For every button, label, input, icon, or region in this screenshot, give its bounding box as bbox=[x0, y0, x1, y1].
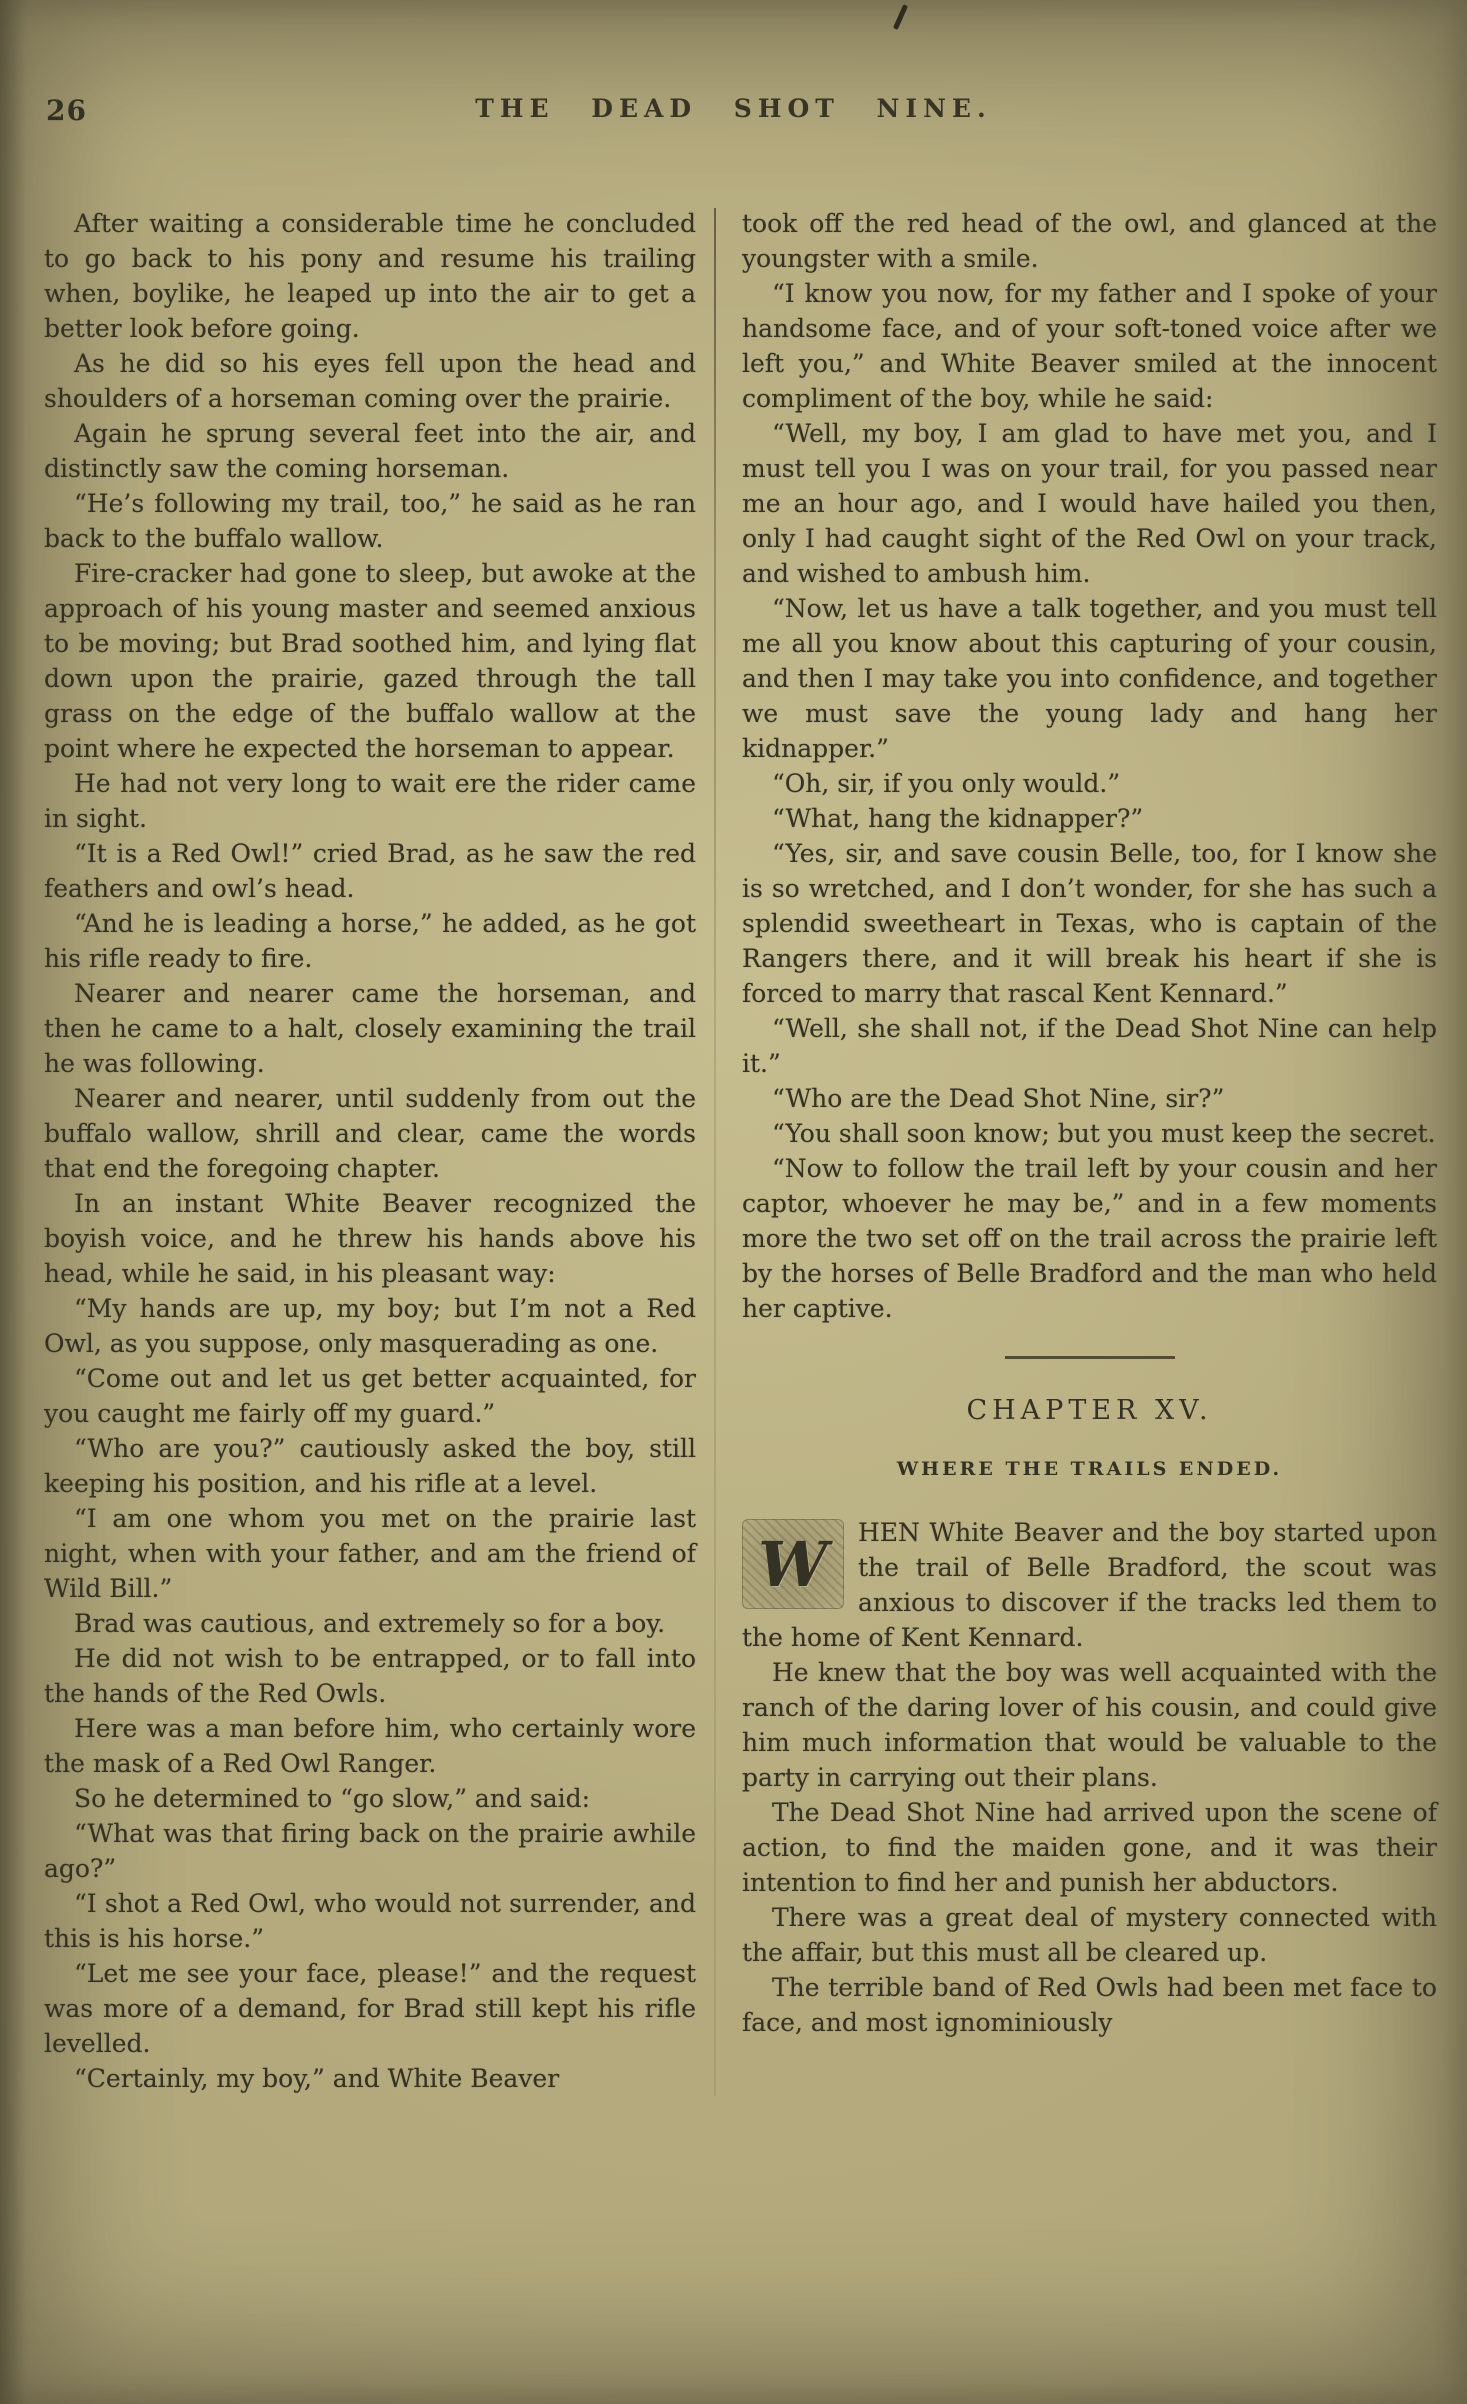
paragraph: “Let me see your face, please!” and the request was more of a demand, for Brad still kept his rifle levelled. bbox=[44, 1959, 696, 2058]
section-divider bbox=[1005, 1356, 1175, 1359]
running-title: THE DEAD SHOT NINE. bbox=[475, 94, 992, 123]
left-column bbox=[44, 206, 696, 2096]
paragraph: took off the red head of the owl, and glanced at the youngster with a smile. bbox=[742, 209, 1437, 273]
paragraph: “He’s following my trail, too,” he said as he ran back to the buffalo wallow. bbox=[44, 489, 696, 553]
chapter-subheading: WHERE THE TRAILS ENDED. bbox=[896, 1458, 1283, 1480]
paragraph: So he determined to “go slow,” and said: bbox=[74, 1784, 591, 1813]
paragraph: “Now to follow the trail left by your cousin and her captor, whoever he may be,” and in a few moments more the two set off on the trail across the prairie left by the horses of Belle Bradford and the man who held her captive. bbox=[742, 1154, 1437, 1323]
paragraph: As he did so his eyes fell upon the head and shoulders of a horseman coming over the prairie. bbox=[44, 349, 696, 413]
paragraph: “Oh, sir, if you only would.” bbox=[772, 769, 1121, 798]
paragraph: He had not very long to wait ere the rider came in sight. bbox=[44, 769, 696, 833]
paragraph: “What, hang the kidnapper?” bbox=[772, 804, 1144, 833]
paragraph: Nearer and nearer came the horseman, and then he came to a halt, closely examining the trail he was following. bbox=[44, 979, 696, 1078]
paragraph: “Well, my boy, I am glad to have met you, and I must tell you I was on your trail, for you passed near me an hour ago, and I would have hailed you then, only I had caught sight of the Red Owl on your track, and wished to ambush him. bbox=[742, 419, 1437, 588]
chapter-text bbox=[742, 1655, 1437, 2040]
text-columns bbox=[44, 206, 1437, 2096]
right-column-text bbox=[742, 206, 1437, 1326]
paragraph: Here was a man before him, who certainly wore the mask of a Red Owl Ranger. bbox=[44, 1714, 696, 1778]
chapter-opening-paragraph bbox=[742, 1515, 1437, 1655]
paragraph: “Who are the Dead Shot Nine, sir?” bbox=[772, 1084, 1225, 1113]
page-number: 26 bbox=[46, 94, 87, 127]
page-header bbox=[0, 0, 1467, 130]
paragraph: The Dead Shot Nine had arrived upon the scene of action, to find the maiden gone, and it was their intention to find her and punish her abductors. bbox=[742, 1798, 1437, 1897]
paragraph: “I am one whom you met on the prairie last night, when with your father, and am the friend of Wild Bill.” bbox=[44, 1504, 696, 1603]
paragraph: “Who are you?” cautiously asked the boy, still keeping his position, and his rifle at a level. bbox=[44, 1434, 696, 1498]
paragraph: Again he sprung several feet into the air, and distinctly saw the coming horseman. bbox=[44, 419, 696, 483]
paragraph: Brad was cautious, and extremely so for a boy. bbox=[74, 1609, 666, 1638]
chapter-heading: CHAPTER XV. bbox=[966, 1395, 1213, 1426]
paragraph: “Certainly, my boy,” and White Beaver bbox=[74, 2064, 560, 2093]
scan-edge-shadow bbox=[0, 0, 26, 2404]
drop-cap-initial: W bbox=[742, 1519, 844, 1609]
paragraph: “Now, let us have a talk together, and you must tell me all you know about this capturing of your cousin, and then I may take you into confidence, and together we must save the young lady and hang her kidnapper.” bbox=[742, 594, 1437, 763]
paragraph: After waiting a considerable time he concluded to go back to his pony and resume his trailing when, boylike, he leaped up into the air to get a better look before going. bbox=[44, 209, 696, 343]
paragraph: “My hands are up, my boy; but I’m not a Red Owl, as you suppose, only masquerading as one. bbox=[44, 1294, 696, 1358]
paragraph: “And he is leading a horse,” he added, as he got his rifle ready to fire. bbox=[44, 909, 696, 973]
paragraph: “Well, she shall not, if the Dead Shot Nine can help it.” bbox=[742, 1014, 1437, 1078]
chapter-opening-text: HEN White Beaver and the boy started upon the trail of Belle Bradford, the scout was anxious to discover if the tracks led them to the home of Kent Kennard. bbox=[742, 1518, 1437, 1652]
right-column bbox=[742, 206, 1437, 2096]
paragraph: Fire-cracker had gone to sleep, but awoke at the approach of his young master and seemed anxious to be moving; but Brad soothed him, and lying flat down upon the prairie, gazed through the tall grass on the edge of the buffalo wallow at the point where he expected the horseman to appear. bbox=[44, 559, 696, 763]
paragraph: He knew that the boy was well acquainted with the ranch of the daring lover of his cousin, and could give him much information that would be valuable to the party in carrying out their plans. bbox=[742, 1658, 1437, 1792]
paragraph: “What was that firing back on the prairie awhile ago?” bbox=[44, 1819, 696, 1883]
paragraph: “I know you now, for my father and I spoke of your handsome face, and of your soft-toned voice after we left you,” and White Beaver smiled at the innocent compliment of the boy, while he said: bbox=[742, 279, 1437, 413]
paragraph: “I shot a Red Owl, who would not surrender, and this is his horse.” bbox=[44, 1889, 696, 1953]
paragraph: “Come out and let us get better acquainted, for you caught me fairly off my guard.” bbox=[44, 1364, 696, 1428]
paragraph: There was a great deal of mystery connected with the affair, but this must all be cleared up. bbox=[742, 1903, 1437, 1967]
paragraph: In an instant White Beaver recognized the boyish voice, and he threw his hands above his head, while he said, in his pleasant way: bbox=[44, 1189, 696, 1288]
paragraph: He did not wish to be entrapped, or to fall into the hands of the Red Owls. bbox=[44, 1644, 696, 1708]
paragraph: Nearer and nearer, until suddenly from out the buffalo wallow, shrill and clear, came the words that end the foregoing chapter. bbox=[44, 1084, 696, 1183]
paragraph: “You shall soon know; but you must keep the secret. bbox=[772, 1119, 1436, 1148]
paragraph: “Yes, sir, and save cousin Belle, too, for I know she is so wretched, and I don’t wonder, for she has such a splendid sweetheart in Texas, who is captain of the Rangers there, and it will break his heart if she is forced to marry that rascal Kent Kennard.” bbox=[742, 839, 1437, 1008]
paragraph: “It is a Red Owl!” cried Brad, as he saw the red feathers and owl’s head. bbox=[44, 839, 696, 903]
column-divider bbox=[714, 208, 716, 2096]
paragraph: The terrible band of Red Owls had been met face to face, and most ignominiously bbox=[742, 1973, 1437, 2037]
